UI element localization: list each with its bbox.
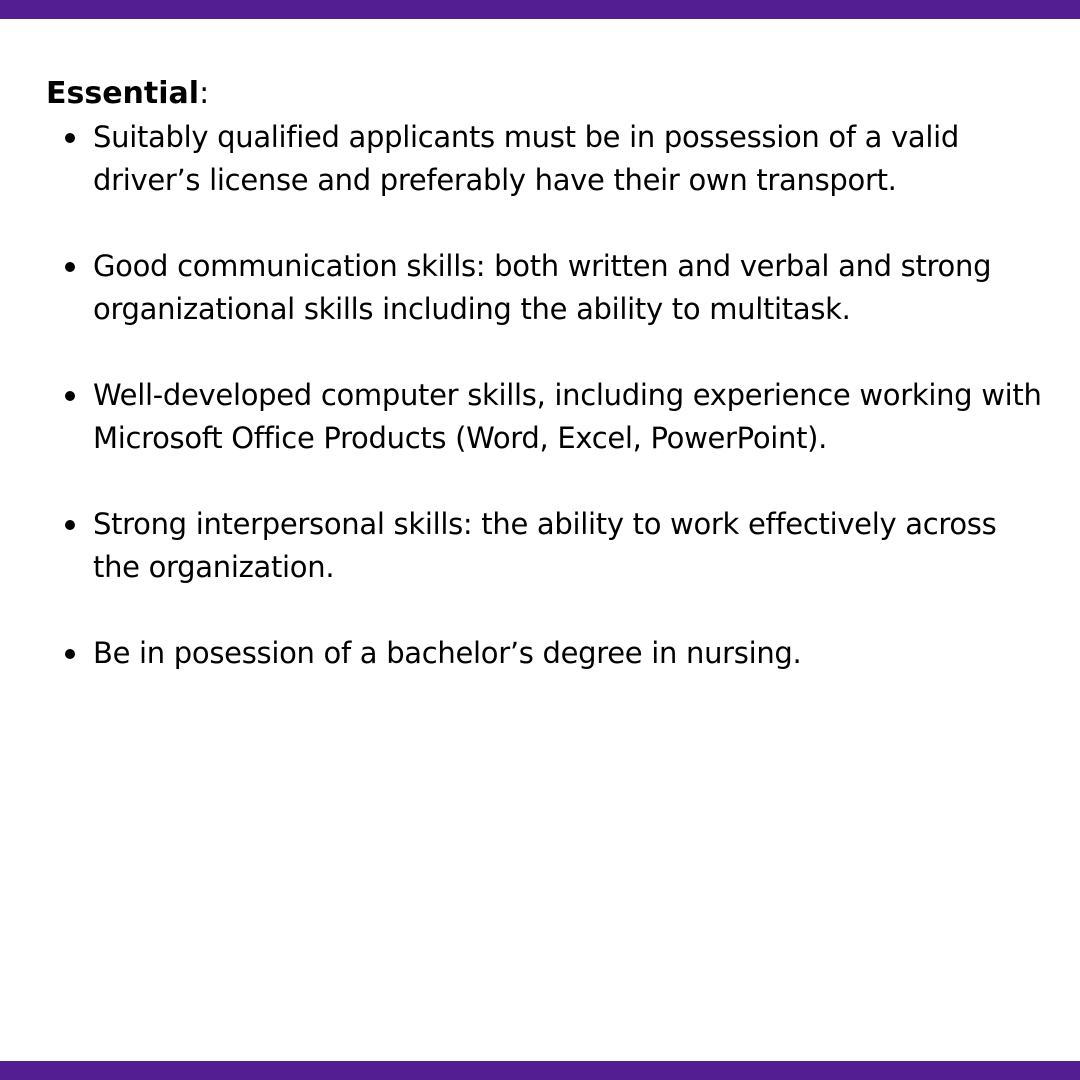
section-heading-text: Essential [46,76,200,111]
bullet-icon [65,520,75,530]
bullet-icon [65,262,75,272]
bullet-icon [65,133,75,143]
list-item [46,374,1046,460]
requirements-section [46,72,1046,675]
section-heading-colon: : [199,76,210,111]
requirements-list [46,116,1046,675]
list-item [46,503,1046,589]
section-heading [46,72,1046,116]
list-item-text: Well-developed computer skills, including experience working with Microsoft Office Products (Word, Excel, PowerPoint). [93,378,1042,455]
bullet-icon [65,391,75,401]
list-item-text: Be in posession of a bachelor’s degree in nursing. [93,636,802,670]
list-item-text: Suitably qualified applicants must be in possession of a valid driver’s license and preferably have their own transport. [93,120,960,197]
list-item [46,245,1046,331]
bullet-icon [65,649,75,659]
list-item-text: Good communication skills: both written and verbal and strong organizational skills including the ability to multitask. [93,249,992,326]
list-item-text: Strong interpersonal skills: the ability to work effectively across the organization. [93,507,997,584]
top-accent-bar [0,0,1080,19]
bottom-accent-bar [0,1061,1080,1080]
list-item [46,632,1046,675]
list-item [46,116,1046,202]
